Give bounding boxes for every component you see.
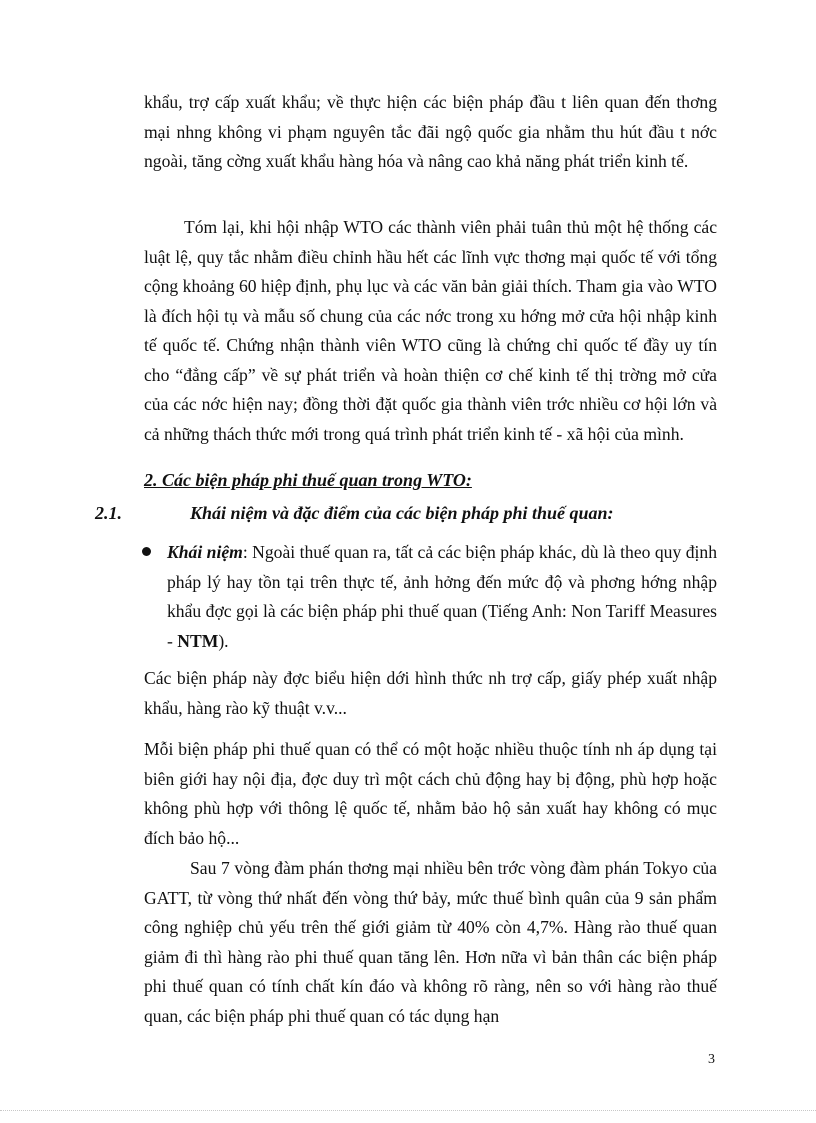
bullet-icon xyxy=(142,547,151,556)
paragraph-1: khẩu, trợ cấp xuất khẩu; về thực hiện các biện pháp đầu t liên quan đến thơng mại nhng không vi phạm nguyên tắc đãi ngộ quốc gia nhằm thu hút đầu t nớc ngoài, tăng cờng xuất khẩu hàng hóa và nâng cao khả năng phát triển kinh tế. xyxy=(144,92,717,171)
section-2-heading: 2. Các biện pháp phi thuế quan trong WTO: xyxy=(144,470,472,490)
definition-label: Khái niệm xyxy=(167,542,243,562)
definition-bullet xyxy=(167,538,717,656)
definition-colon: : xyxy=(242,542,248,562)
footer-divider xyxy=(0,1110,816,1111)
paragraph-5: Sau 7 vòng đàm phán thơng mại nhiều bên trớc vòng đàm phán Tokyo của GATT, từ vòng thứ nhất đến vòng thứ bảy, mức thuế bình quân của 9 sản phẩm công nghiệp chủ yếu trên thế giới giảm từ 40% còn 4,7%. Hàng rào thuế quan giảm đi thì hàng rào phi thuế quan tăng lên. Hơn nữa vì bản thân các biện pháp phi thuế quan có tính chất kín đáo và không rõ ràng, nên so với hàng rào thuế quan, các biện pháp phi thuế quan có tác dụng hạn xyxy=(144,858,717,1026)
section-2-1-title: Khái niệm và đặc điểm của các biện pháp phi thuế quan: xyxy=(190,503,614,523)
paragraph-3: Các biện pháp này đợc biểu hiện dới hình thức nh trợ cấp, giấy phép xuất nhập khẩu, hàng rào kỹ thuật v.v... xyxy=(144,668,717,718)
definition-end: ). xyxy=(218,630,229,651)
section-2-1-number: 2.1. xyxy=(95,503,122,523)
paragraph-2: Tóm lại, khi hội nhập WTO các thành viên phải tuân thủ một hệ thống các luật lệ, quy tắc nhằm điều chỉnh hầu hết các lĩnh vực thơng mại quốc tế với tổng cộng khoảng 60 hiệp định, phụ lục và các văn bản giải thích. Tham gia vào WTO là đích hội tụ và mẫu số chung của các nớc trong xu hớng mở cửa hội nhập kinh tế quốc tế. Chứng nhận thành viên WTO cũng là chứng chỉ quốc tế đầy uy tín cho “đẳng cấp” về sự phát triển và hoàn thiện cơ chế kinh tế thị trờng mở cửa của các nớc hiện nay; đồng thời đặt quốc gia thành viên trớc nhiều cơ hội lớn và cả những thách thức mới trong quá trình phát triển kinh tế - xã hội của mình. xyxy=(144,217,717,444)
definition-text: Ngoài thuế quan ra, tất cả các biện pháp khác, dù là theo quy định pháp lý hay tồn tại trên thực tế, ảnh hởng đến mức độ và phơng hớng nhập khẩu đợc gọi là các biện pháp phi thuế quan (Tiếng Anh: Non Tariff Measures - xyxy=(167,542,717,651)
page-number: 3 xyxy=(708,1052,715,1067)
paragraph-4: Mỗi biện pháp phi thuế quan có thể có một hoặc nhiều thuộc tính nh áp dụng tại biên giới hay nội địa, đợc duy trì một cách chủ động hay bị động, phù hợp hoặc không phù hợp với thông lệ quốc tế, nhằm bảo hộ sản xuất hay không có mục đích bảo hộ... xyxy=(144,739,717,848)
definition-abbrev: NTM xyxy=(177,630,219,651)
